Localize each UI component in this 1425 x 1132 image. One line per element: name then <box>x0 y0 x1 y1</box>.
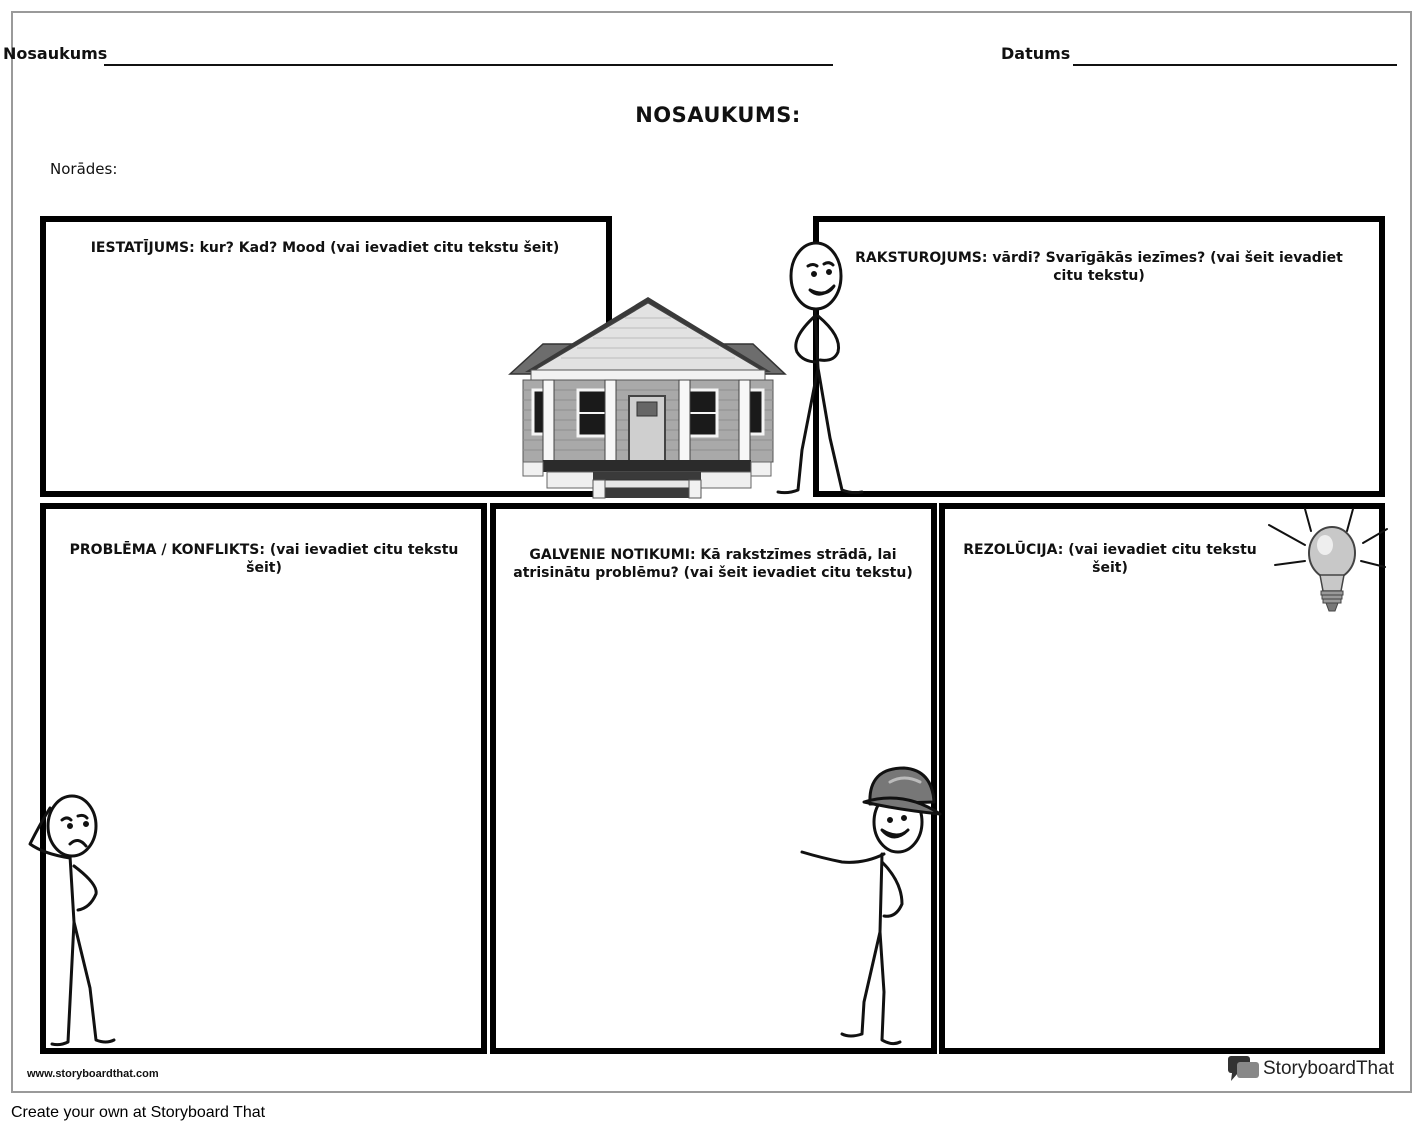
storyboardthat-logo[interactable] <box>1228 1056 1394 1082</box>
stick-figure-worried <box>26 792 126 1050</box>
name-label: Nosaukums <box>3 44 108 63</box>
stick-figure-hardhat <box>798 762 943 1052</box>
brand-bold: Storyboard <box>1263 1058 1356 1079</box>
storyboardthat-logo-icon <box>1228 1056 1260 1082</box>
stick-figure-happy <box>770 238 875 500</box>
events-label[interactable] <box>505 546 921 582</box>
characterization-label[interactable]: RAKSTUROJUMS: vārdi? Svarīgākās iezīmes? (vai šeit ievadiet citu tekstu) <box>855 250 1343 284</box>
name-line[interactable] <box>104 64 833 66</box>
house-illustration <box>505 294 790 500</box>
events-label-line1: GALVENIE NOTIKUMI: Kā rakstzīmes strādā, lai <box>529 547 897 563</box>
setting-label[interactable]: IESTATĪJUMS: kur? Kad? Mood (vai ievadiet citu tekstu šeit) <box>90 240 560 256</box>
problem-label[interactable]: PROBLĒMA / KONFLIKTS: (vai ievadiet citu tekstu šeit) <box>69 542 459 576</box>
page-title[interactable]: NOSAUKUMS: <box>635 103 801 127</box>
brand-thin: That <box>1355 1058 1394 1079</box>
date-label: Datums <box>1001 44 1071 63</box>
resolution-label[interactable]: REZOLŪCIJA: (vai ievadiet citu tekstu šeit) <box>963 542 1257 576</box>
instructions-label[interactable]: Norādes: <box>50 160 118 178</box>
lightbulb-icon <box>1265 505 1390 617</box>
date-line[interactable] <box>1073 64 1397 66</box>
events-label-line2: atrisinātu problēmu? (vai šeit ievadiet citu tekstu) <box>513 565 913 581</box>
create-your-own-link[interactable]: Create your own at Storyboard That <box>11 1104 266 1121</box>
footer-url[interactable]: www.storyboardthat.com <box>27 1068 159 1080</box>
